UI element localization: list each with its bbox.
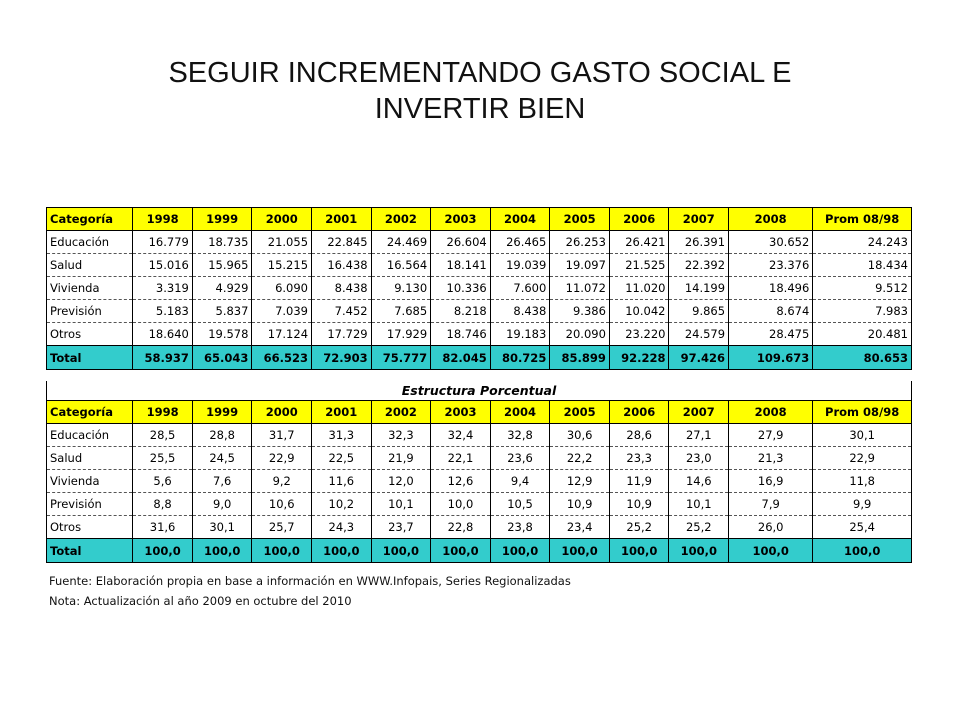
table-cell: 9,0 (192, 493, 252, 516)
table-cell: 24,5 (192, 447, 252, 470)
table-cell: 23,4 (550, 516, 610, 539)
table-cell: 10,9 (550, 493, 610, 516)
total-cell: 100,0 (192, 539, 252, 563)
row-label: Otros (47, 516, 133, 539)
header-2008: 2008 (729, 401, 813, 424)
table-cell: 7.983 (813, 300, 912, 323)
social-spending-table (46, 207, 912, 370)
table-cell: 28,6 (609, 424, 669, 447)
table-cell: 23,8 (490, 516, 550, 539)
table-cell: 17.729 (312, 323, 372, 346)
table-cell: 9.865 (669, 300, 729, 323)
table-cell: 25,4 (813, 516, 912, 539)
total-row (47, 539, 912, 563)
total-label: Total (47, 346, 133, 370)
header-prom-08-98: Prom 08/98 (813, 401, 912, 424)
table-cell: 16.438 (312, 254, 372, 277)
table-row (47, 493, 912, 516)
table-cell: 32,4 (431, 424, 491, 447)
table-cell: 21,9 (371, 447, 431, 470)
table-cell: 10,1 (371, 493, 431, 516)
table-cell: 16,9 (729, 470, 813, 493)
total-cell: 80.653 (813, 346, 912, 370)
row-label: Otros (47, 323, 133, 346)
table-cell: 24.469 (371, 231, 431, 254)
header-2005: 2005 (550, 401, 610, 424)
total-cell: 72.903 (312, 346, 372, 370)
table-cell: 20.090 (550, 323, 610, 346)
table-cell: 9,2 (252, 470, 312, 493)
table-cell: 15.016 (133, 254, 193, 277)
row-label: Educación (47, 424, 133, 447)
total-label: Total (47, 539, 133, 563)
table-cell: 27,9 (729, 424, 813, 447)
row-label: Vivienda (47, 470, 133, 493)
total-cell: 100,0 (252, 539, 312, 563)
table-cell: 15.215 (252, 254, 312, 277)
table-cell: 12,6 (431, 470, 491, 493)
row-label: Previsión (47, 493, 133, 516)
header-2006: 2006 (609, 401, 669, 424)
table-cell: 6.090 (252, 277, 312, 300)
row-label: Educación (47, 231, 133, 254)
total-cell: 100,0 (431, 539, 491, 563)
total-row (47, 346, 912, 370)
table-cell: 11,6 (312, 470, 372, 493)
table-cell: 18.640 (133, 323, 193, 346)
table-row (47, 447, 912, 470)
table-cell: 26.391 (669, 231, 729, 254)
table-cell: 11,9 (609, 470, 669, 493)
header-1999: 1999 (192, 208, 252, 231)
table-cell: 15.965 (192, 254, 252, 277)
table-cell: 26.253 (550, 231, 610, 254)
table-cell: 27,1 (669, 424, 729, 447)
table-cell: 7.039 (252, 300, 312, 323)
total-cell: 109.673 (729, 346, 813, 370)
table-cell: 12,0 (371, 470, 431, 493)
total-cell: 100,0 (371, 539, 431, 563)
table-cell: 24,3 (312, 516, 372, 539)
row-label: Salud (47, 254, 133, 277)
table-cell: 25,2 (609, 516, 669, 539)
table-cell: 30,1 (192, 516, 252, 539)
header-2004: 2004 (490, 208, 550, 231)
table-cell: 26.604 (431, 231, 491, 254)
table-row (47, 516, 912, 539)
table-cell: 10,0 (431, 493, 491, 516)
header-1999: 1999 (192, 401, 252, 424)
table-cell: 10.042 (609, 300, 669, 323)
table-cell: 22,9 (813, 447, 912, 470)
table-cell: 21.525 (609, 254, 669, 277)
table-cell: 8.438 (490, 300, 550, 323)
total-cell: 100,0 (550, 539, 610, 563)
table-cell: 7,6 (192, 470, 252, 493)
table-cell: 5.837 (192, 300, 252, 323)
total-cell: 100,0 (813, 539, 912, 563)
total-cell: 100,0 (609, 539, 669, 563)
table-cell: 26,0 (729, 516, 813, 539)
table-cell: 7.452 (312, 300, 372, 323)
total-cell: 85.899 (550, 346, 610, 370)
table-cell: 23,7 (371, 516, 431, 539)
table-row (47, 323, 912, 346)
header-2002: 2002 (371, 208, 431, 231)
total-cell: 65.043 (192, 346, 252, 370)
table-cell: 19.578 (192, 323, 252, 346)
table-cell: 14,6 (669, 470, 729, 493)
header-2003: 2003 (431, 401, 491, 424)
table-cell: 32,8 (490, 424, 550, 447)
table-cell: 30,6 (550, 424, 610, 447)
table-cell: 12,9 (550, 470, 610, 493)
table-cell: 22.392 (669, 254, 729, 277)
table-cell: 32,3 (371, 424, 431, 447)
table-cell: 24.243 (813, 231, 912, 254)
table-cell: 7,9 (729, 493, 813, 516)
table-cell: 22,9 (252, 447, 312, 470)
header-2006: 2006 (609, 208, 669, 231)
table-cell: 24.579 (669, 323, 729, 346)
total-cell: 75.777 (371, 346, 431, 370)
table-cell: 10.336 (431, 277, 491, 300)
total-cell: 100,0 (729, 539, 813, 563)
total-cell: 92.228 (609, 346, 669, 370)
header-2007: 2007 (669, 401, 729, 424)
header-2000: 2000 (252, 401, 312, 424)
total-cell: 100,0 (312, 539, 372, 563)
table-cell: 9,9 (813, 493, 912, 516)
table-cell: 25,7 (252, 516, 312, 539)
table-cell: 20.481 (813, 323, 912, 346)
table-cell: 28,8 (192, 424, 252, 447)
table-cell: 11,8 (813, 470, 912, 493)
header-1998: 1998 (133, 401, 193, 424)
table-cell: 17.124 (252, 323, 312, 346)
total-cell: 97.426 (669, 346, 729, 370)
row-label: Salud (47, 447, 133, 470)
table-cell: 23.220 (609, 323, 669, 346)
table-cell: 18.496 (729, 277, 813, 300)
table-row (47, 231, 912, 254)
percentage-structure-table (46, 400, 912, 563)
table-cell: 25,5 (133, 447, 193, 470)
table-cell: 8,8 (133, 493, 193, 516)
table-cell: 10,2 (312, 493, 372, 516)
table-cell: 4.929 (192, 277, 252, 300)
row-label: Vivienda (47, 277, 133, 300)
table-cell: 31,6 (133, 516, 193, 539)
table-cell: 21,3 (729, 447, 813, 470)
table-cell: 26.465 (490, 231, 550, 254)
total-cell: 100,0 (133, 539, 193, 563)
table-cell: 31,7 (252, 424, 312, 447)
table-row (47, 470, 912, 493)
table-cell: 9.130 (371, 277, 431, 300)
header-2001: 2001 (312, 401, 372, 424)
header-2000: 2000 (252, 208, 312, 231)
update-note: Nota: Actualización al año 2009 en octubre del 2010 (49, 594, 352, 608)
header-1998: 1998 (133, 208, 193, 231)
total-cell: 66.523 (252, 346, 312, 370)
table-row (47, 277, 912, 300)
total-cell: 58.937 (133, 346, 193, 370)
table-cell: 3.319 (133, 277, 193, 300)
header-categoria: Categoría (47, 208, 133, 231)
header-row (47, 208, 912, 231)
slide-title-line-2: INVERTIR BIEN (374, 93, 586, 125)
table-cell: 23.376 (729, 254, 813, 277)
table-cell: 30.652 (729, 231, 813, 254)
table-cell: 21.055 (252, 231, 312, 254)
total-cell: 82.045 (431, 346, 491, 370)
table-cell: 16.564 (371, 254, 431, 277)
table-cell: 10,5 (490, 493, 550, 516)
header-2008: 2008 (729, 208, 813, 231)
table-cell: 30,1 (813, 424, 912, 447)
table-cell: 14.199 (669, 277, 729, 300)
table-cell: 22.845 (312, 231, 372, 254)
table-cell: 31,3 (312, 424, 372, 447)
table-cell: 11.020 (609, 277, 669, 300)
row-label: Previsión (47, 300, 133, 323)
header-row (47, 401, 912, 424)
table-cell: 28,5 (133, 424, 193, 447)
source-note: Fuente: Elaboración propia en base a información en WWW.Infopais, Series Regionalizadas (49, 574, 571, 588)
table-cell: 23,0 (669, 447, 729, 470)
table-cell: 18.735 (192, 231, 252, 254)
table-row (47, 300, 912, 323)
table-cell: 26.421 (609, 231, 669, 254)
header-2002: 2002 (371, 401, 431, 424)
table-cell: 7.685 (371, 300, 431, 323)
table-cell: 18.746 (431, 323, 491, 346)
table-cell: 23,6 (490, 447, 550, 470)
table-cell: 10,1 (669, 493, 729, 516)
table-cell: 16.779 (133, 231, 193, 254)
table-cell: 17.929 (371, 323, 431, 346)
total-cell: 100,0 (669, 539, 729, 563)
table-cell: 8.218 (431, 300, 491, 323)
header-2007: 2007 (669, 208, 729, 231)
table-cell: 22,1 (431, 447, 491, 470)
table-cell: 22,2 (550, 447, 610, 470)
header-2003: 2003 (431, 208, 491, 231)
table-cell: 18.434 (813, 254, 912, 277)
header-2005: 2005 (550, 208, 610, 231)
table-cell: 19.097 (550, 254, 610, 277)
table-cell: 22,8 (431, 516, 491, 539)
table-cell: 9.386 (550, 300, 610, 323)
table-cell: 19.039 (490, 254, 550, 277)
table-cell: 19.183 (490, 323, 550, 346)
table-cell: 23,3 (609, 447, 669, 470)
total-cell: 80.725 (490, 346, 550, 370)
slide-title-line-1: SEGUIR INCREMENTANDO GASTO SOCIAL E (168, 57, 792, 89)
table-cell: 8.674 (729, 300, 813, 323)
table-cell: 28.475 (729, 323, 813, 346)
table-cell: 8.438 (312, 277, 372, 300)
table-row (47, 254, 912, 277)
header-2004: 2004 (490, 401, 550, 424)
table-cell: 11.072 (550, 277, 610, 300)
table-cell: 25,2 (669, 516, 729, 539)
table-cell: 10,6 (252, 493, 312, 516)
header-categoria: Categoría (47, 401, 133, 424)
table-cell: 9,4 (490, 470, 550, 493)
header-2001: 2001 (312, 208, 372, 231)
table-cell: 9.512 (813, 277, 912, 300)
header-prom-08-98: Prom 08/98 (813, 208, 912, 231)
table-cell: 22,5 (312, 447, 372, 470)
slide-title (0, 55, 960, 127)
table-cell: 5.183 (133, 300, 193, 323)
total-cell: 100,0 (490, 539, 550, 563)
table-cell: 10,9 (609, 493, 669, 516)
table-cell: 5,6 (133, 470, 193, 493)
table-cell: 18.141 (431, 254, 491, 277)
table-row (47, 424, 912, 447)
table-cell: 7.600 (490, 277, 550, 300)
table-subtitle: Estructura Porcentual (46, 381, 912, 400)
